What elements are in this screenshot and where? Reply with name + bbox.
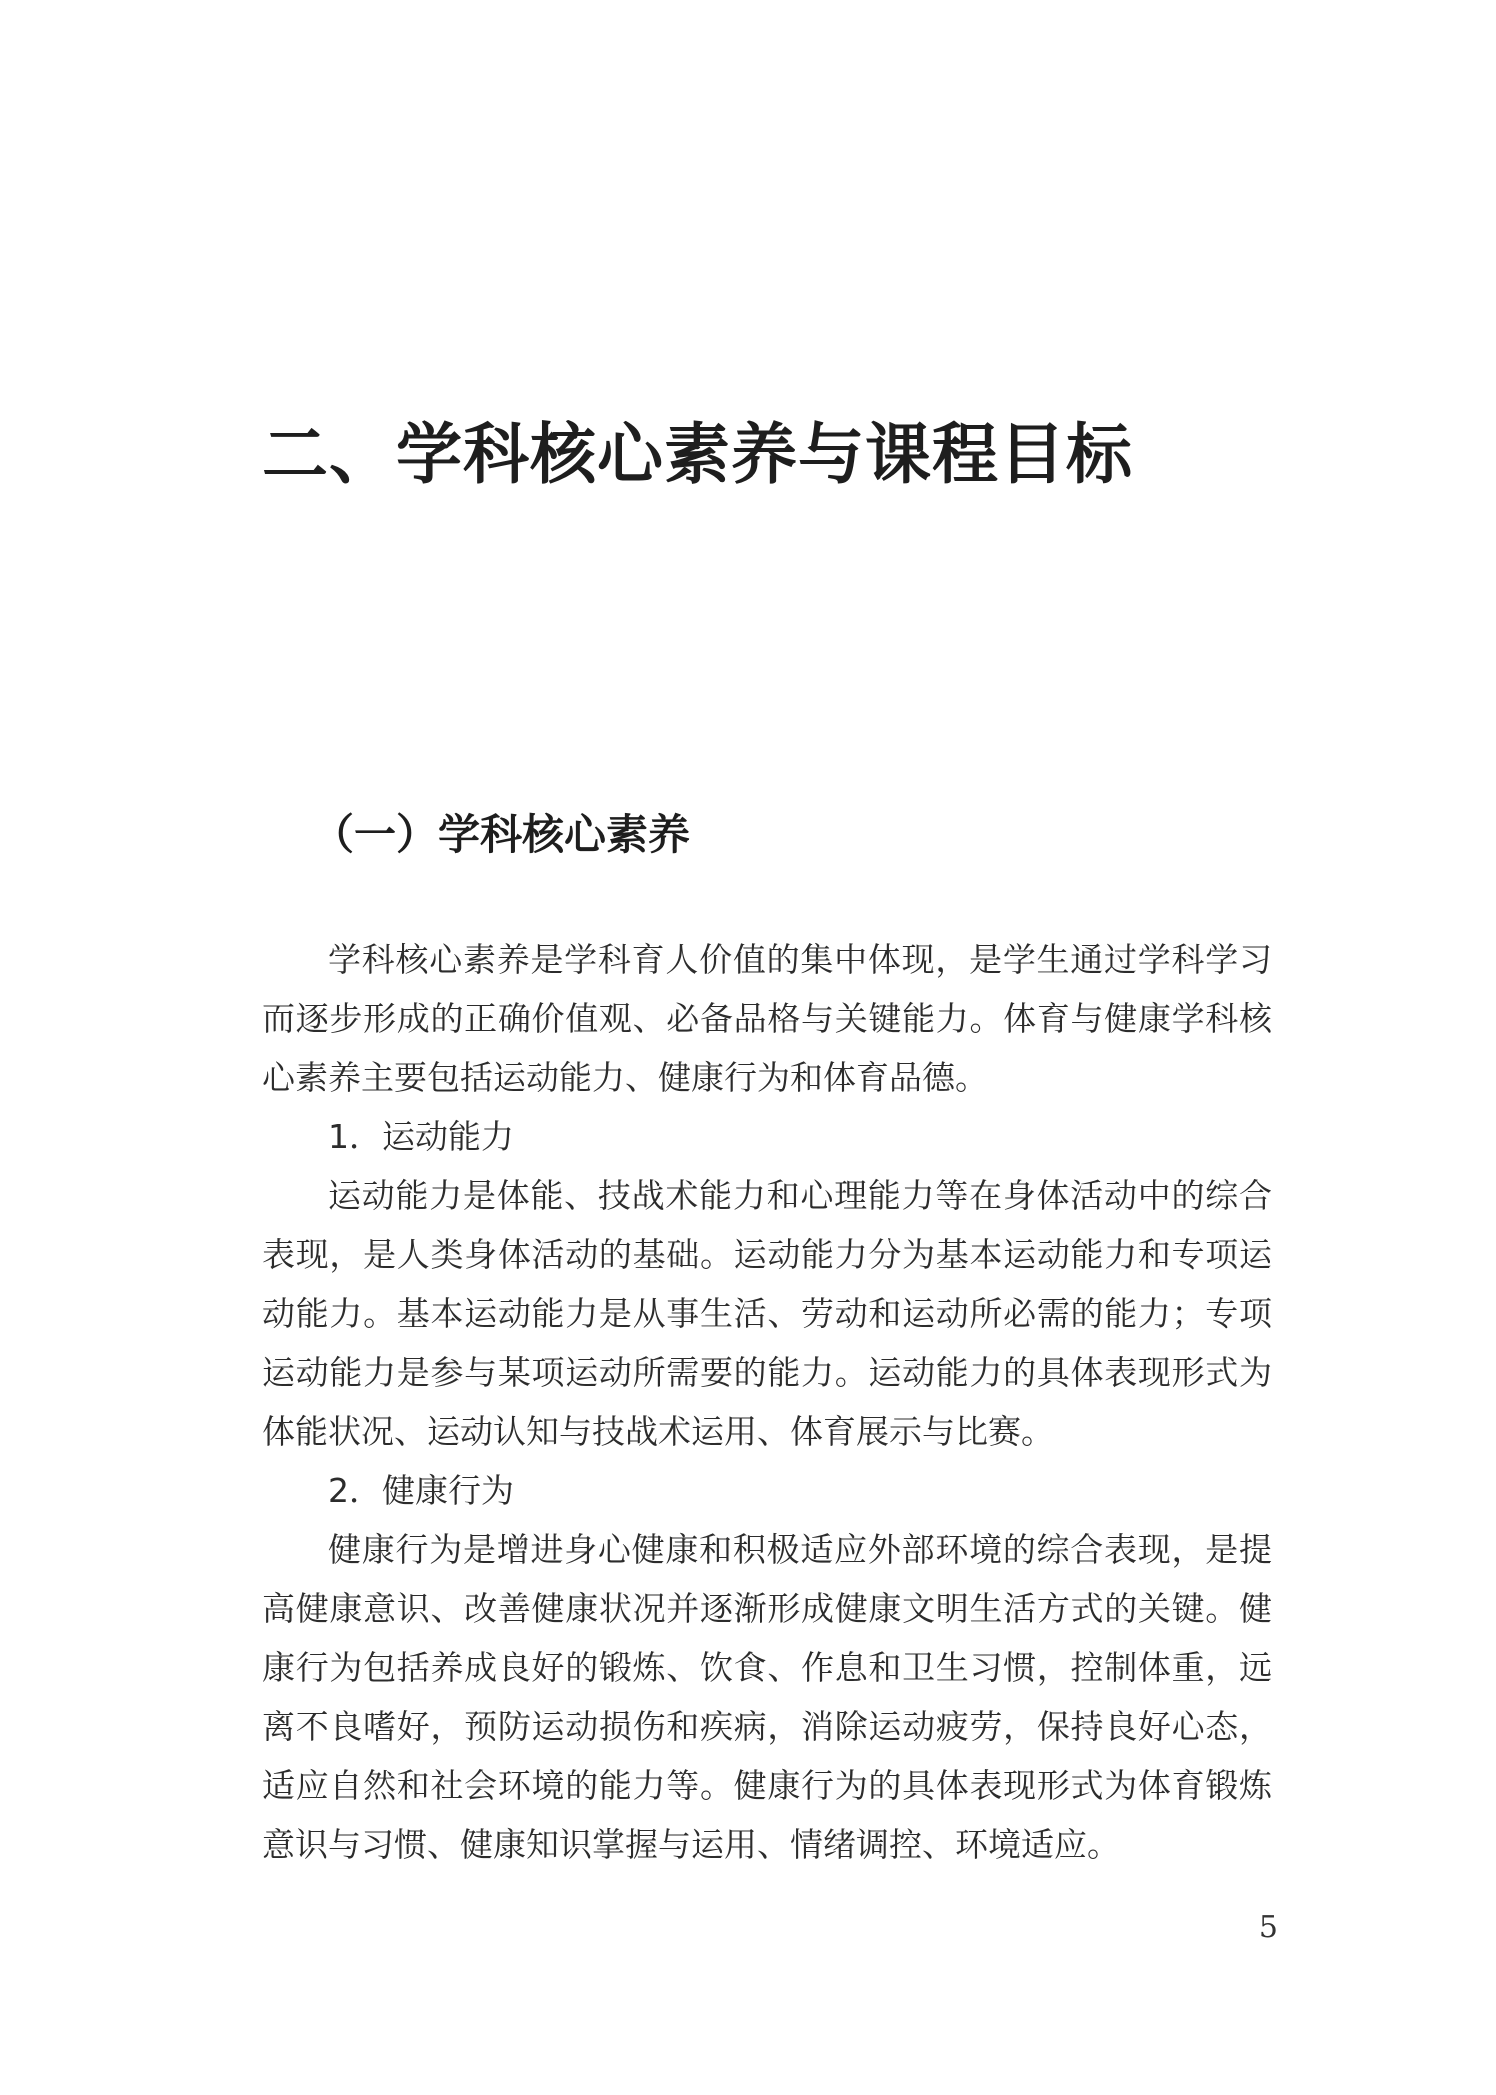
chapter-title: 二、学科核心素养与课程目标 [262,415,1133,493]
subheading-motor-ability: 1．运动能力 [328,1117,514,1156]
section-title: （一）学科核心素养 [312,810,691,859]
subheading-health-behavior: 2．健康行为 [328,1471,514,1510]
paragraph-intro: 学科核心素养是学科育人价值的集中体现，是学生通过学科学习而逐步形成的正确价值观、必备品格与关键能力。体育与健康学科核心素养主要包括运动能力、健康行为和体育品德。 [262,940,1272,1097]
paragraph-health-behavior: 健康行为是增进身心健康和积极适应外部环境的综合表现，是提高健康意识、改善健康状况并逐渐形成健康文明生活方式的关键。健康行为包括养成良好的锻炼、饮食、作息和卫生习惯，控制体重，远离不良嗜好，预防运动损伤和疾病，消除运动疲劳，保持良好心态，适应自然和社会环境的能力等。健康行为的具体表现形式为体育锻炼意识与习惯、健康知识掌握与运用、情绪调控、环境适应。 [262,1530,1272,1864]
page-number: 5 [1258,1910,1278,1945]
body-text [262,930,1272,1874]
paragraph-motor-ability: 运动能力是体能、技战术能力和心理能力等在身体活动中的综合表现，是人类身体活动的基础。运动能力分为基本运动能力和专项运动能力。基本运动能力是从事生活、劳动和运动所必需的能力；专项运动能力是参与某项运动所需要的能力。运动能力的具体表现形式为体能状况、运动认知与技战术运用、体育展示与比赛。 [262,1176,1272,1451]
